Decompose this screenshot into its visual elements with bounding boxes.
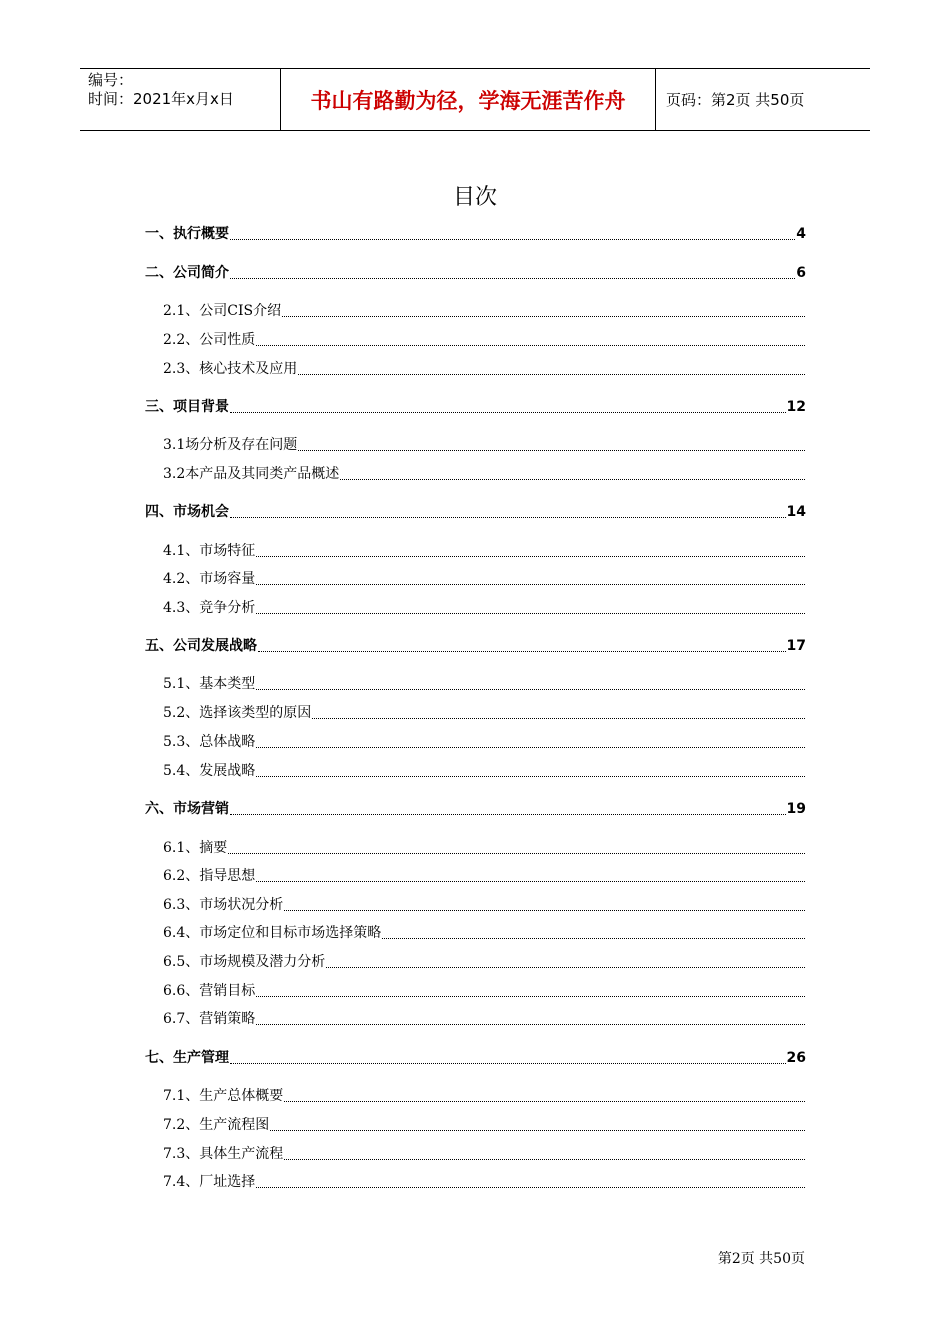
toc-leader-dots [312, 717, 805, 719]
toc-entry[interactable] [145, 223, 806, 243]
toc-leader-dots [256, 612, 805, 614]
toc-leader-dots [228, 852, 805, 854]
toc-leader-dots [258, 650, 786, 652]
toc-entry[interactable] [145, 1114, 806, 1134]
toc-entry[interactable] [145, 635, 806, 655]
toc-entry[interactable] [145, 837, 806, 857]
toc-entry-label: 6.2、指导思想 [163, 868, 256, 884]
toc-entry[interactable] [145, 865, 806, 885]
toc-entry-label: 2.1、公司CIS介绍 [163, 303, 282, 319]
toc-leader-dots [256, 344, 805, 346]
toc-entry-label: 5.3、总体战略 [163, 734, 256, 750]
page-footer: 第2页 共50页 [717, 1251, 805, 1267]
toc-leader-dots [340, 478, 805, 480]
toc-entry-page: 19 [786, 801, 806, 817]
toc-entry-page: 6 [796, 265, 806, 281]
header-page-info: 页码：第2页 共50页 [666, 91, 805, 109]
toc-leader-dots [270, 1129, 805, 1131]
toc-leader-dots [256, 1186, 805, 1188]
toc-entry[interactable] [145, 262, 806, 282]
toc-entry[interactable] [145, 1047, 806, 1067]
toc-leader-dots [298, 449, 805, 451]
toc-entry-label: 3.2本产品及其同类产品概述 [163, 466, 340, 482]
toc-entry-label: 6.4、市场定位和目标市场选择策略 [163, 925, 382, 941]
toc-entry[interactable] [145, 922, 806, 942]
toc-entry-label: 5.4、发展战略 [163, 763, 256, 779]
toc-entry-label: 6.1、摘要 [163, 840, 228, 856]
toc-entry-label: 3.1场分析及存在问题 [163, 437, 298, 453]
toc-entry[interactable] [145, 1171, 806, 1191]
toc-leader-dots [256, 775, 805, 777]
toc-leader-dots [230, 277, 795, 279]
toc-leader-dots [256, 995, 805, 997]
toc-entry-label: 6.3、市场状况分析 [163, 897, 284, 913]
toc-entry[interactable] [145, 463, 806, 483]
toc-leader-dots [230, 238, 795, 240]
toc-entry[interactable] [145, 329, 806, 349]
toc-entry-label: 5.1、基本类型 [163, 676, 256, 692]
toc-entry[interactable] [145, 731, 806, 751]
toc-leader-dots [256, 583, 805, 585]
toc-entry-label: 一、执行概要 [145, 226, 229, 242]
toc-leader-dots [298, 373, 805, 375]
toc-leader-dots [382, 937, 805, 939]
toc-entry-label: 6.7、营销策略 [163, 1011, 256, 1027]
toc-entry-label: 二、公司简介 [145, 265, 229, 281]
toc-entry-label: 4.1、市场特征 [163, 543, 256, 559]
toc-entry-label: 五、公司发展战略 [145, 638, 257, 654]
toc-entry-label: 7.3、具体生产流程 [163, 1146, 284, 1162]
toc-entry[interactable] [145, 951, 806, 971]
toc-leader-dots [256, 880, 805, 882]
toc-entry[interactable] [145, 501, 806, 521]
header-motto: 书山有路勤为径，学海无涯苦作舟 [281, 69, 656, 130]
toc-entry[interactable] [145, 568, 806, 588]
toc-leader-dots [230, 1062, 786, 1064]
toc-entry[interactable] [145, 300, 806, 320]
toc-entry-label: 6.5、市场规模及潜力分析 [163, 954, 326, 970]
toc-entry-label: 4.2、市场容量 [163, 571, 256, 587]
toc-entry[interactable] [145, 434, 806, 454]
toc-leader-dots [284, 1100, 805, 1102]
page-header [80, 68, 870, 131]
toc-entry-label: 5.2、选择该类型的原因 [163, 705, 312, 721]
toc-entry-label: 三、项目背景 [145, 399, 229, 415]
toc-entry-page: 4 [796, 226, 806, 242]
toc-entry[interactable] [145, 702, 806, 722]
toc-entry[interactable] [145, 980, 806, 1000]
toc-entry-page: 12 [786, 399, 806, 415]
toc-entry[interactable] [145, 798, 806, 818]
toc-leader-dots [256, 1023, 805, 1025]
toc-entry[interactable] [145, 1143, 806, 1163]
page-title: 目次 [452, 185, 497, 210]
toc-entry-page: 17 [786, 638, 806, 654]
toc-entry-page: 26 [786, 1050, 806, 1066]
toc-entry-label: 2.2、公司性质 [163, 332, 256, 348]
toc-entry-label: 7.4、厂址选择 [163, 1174, 256, 1190]
toc-leader-dots [284, 909, 805, 911]
toc-entry-label: 7.2、生产流程图 [163, 1117, 270, 1133]
toc-entry[interactable] [145, 396, 806, 416]
header-time-label: 时间：2021年x月x日 [88, 90, 234, 108]
toc-entry[interactable] [145, 597, 806, 617]
toc-entry[interactable] [145, 760, 806, 780]
toc-leader-dots [282, 315, 805, 317]
toc-entry[interactable] [145, 1085, 806, 1105]
toc-entry-label: 四、市场机会 [145, 504, 229, 520]
toc-entry-label: 2.3、核心技术及应用 [163, 361, 298, 377]
toc-leader-dots [230, 813, 786, 815]
toc-entry[interactable] [145, 540, 806, 560]
toc-entry-label: 七、生产管理 [145, 1050, 229, 1066]
toc-entry[interactable] [145, 894, 806, 914]
toc-entry-label: 7.1、生产总体概要 [163, 1088, 284, 1104]
toc-leader-dots [230, 411, 786, 413]
toc-entry[interactable] [145, 673, 806, 693]
header-meta [80, 69, 281, 130]
toc-entry[interactable] [145, 1008, 806, 1028]
toc-leader-dots [284, 1158, 805, 1160]
toc-leader-dots [326, 966, 805, 968]
toc-leader-dots [256, 746, 805, 748]
toc-leader-dots [256, 555, 805, 557]
toc-entry-label: 6.6、营销目标 [163, 983, 256, 999]
toc-entry-label: 4.3、竞争分析 [163, 600, 256, 616]
toc-entry[interactable] [145, 358, 806, 378]
header-number-label: 编号： [88, 71, 134, 89]
toc-entry-page: 14 [786, 504, 806, 520]
toc-entry-label: 六、市场营销 [145, 801, 229, 817]
toc-leader-dots [230, 516, 786, 518]
toc-leader-dots [256, 688, 805, 690]
